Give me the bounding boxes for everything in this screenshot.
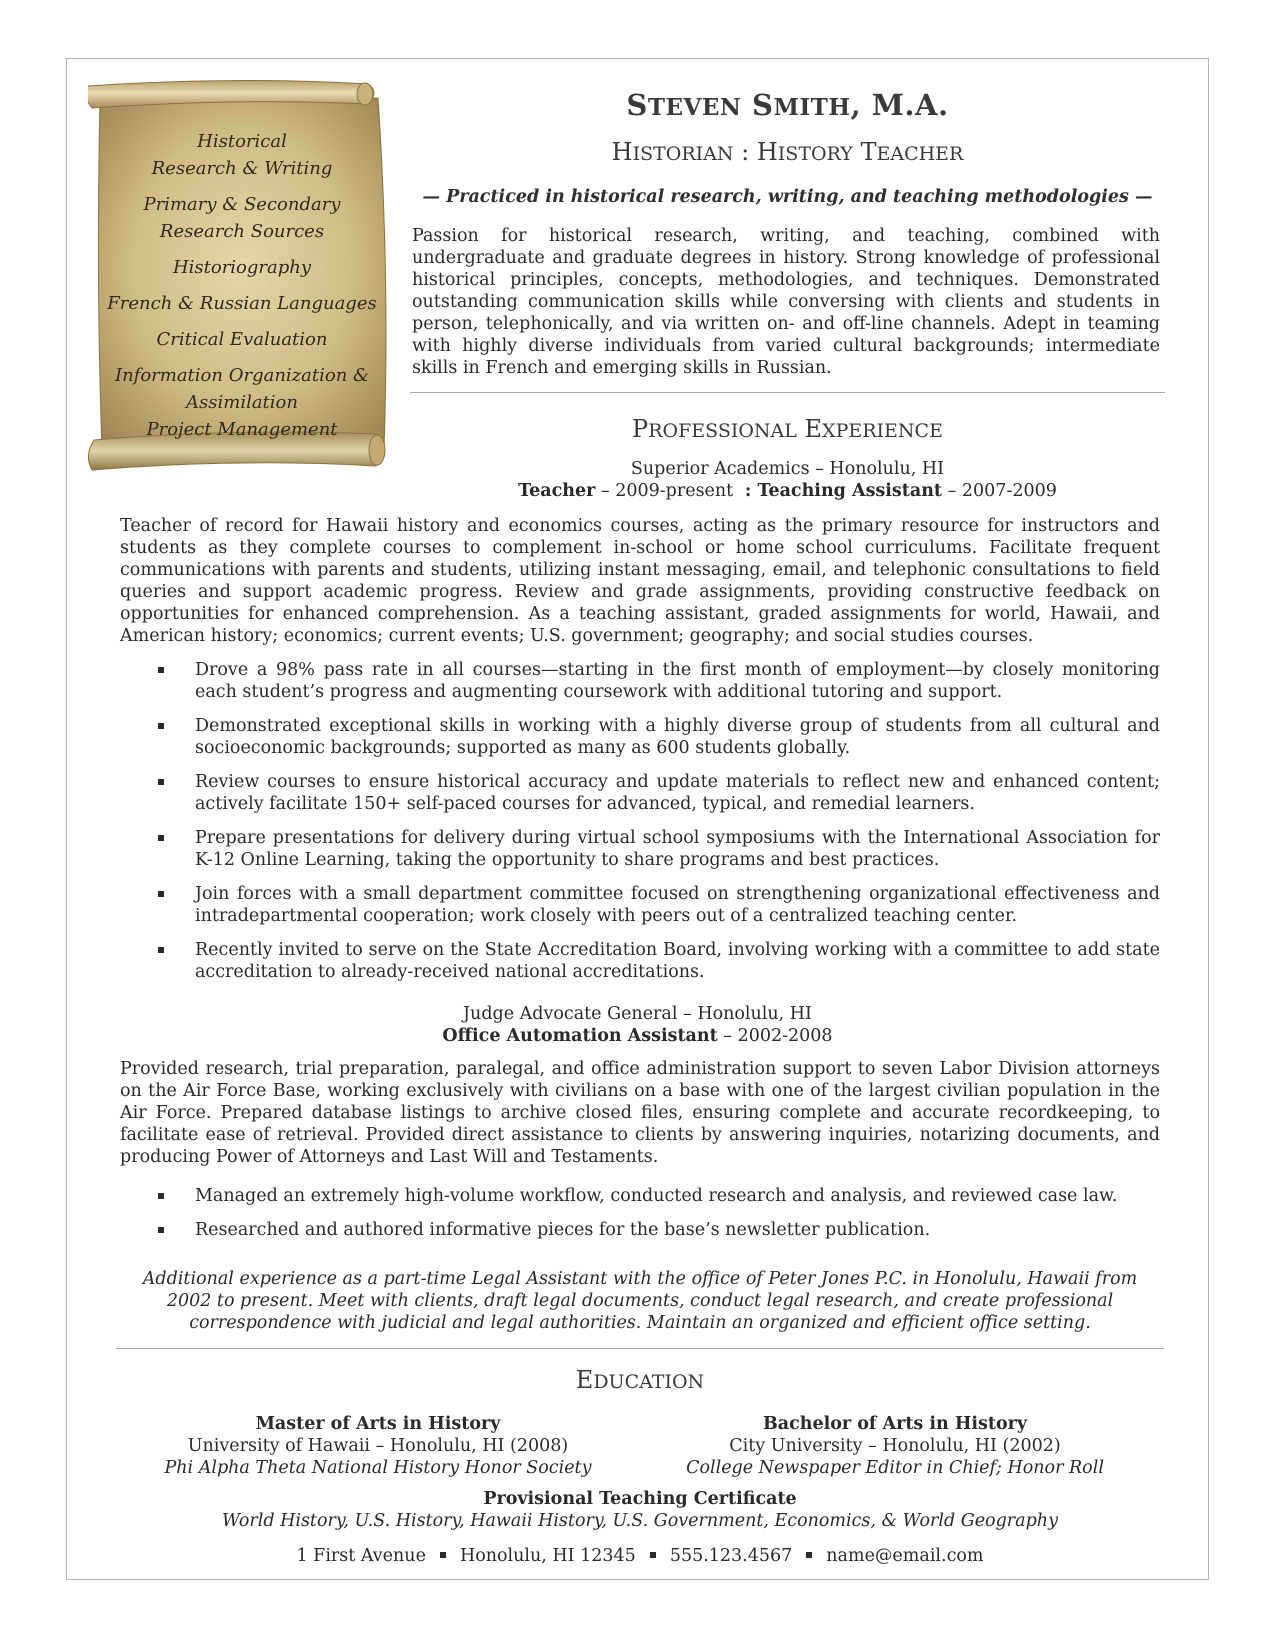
job-heading (300, 1003, 975, 1047)
job-roles: Office Automation Assistant – 2002-2008 (442, 1026, 833, 1046)
skill-item: Historiography (172, 257, 312, 278)
contact-address: 1 First Avenue (296, 1546, 426, 1566)
bullet-square-icon (158, 891, 164, 897)
skills-scroll (88, 78, 396, 498)
job-description: Provided research, trial preparation, paralegal, and office administration support to seven Labor Division attorneys on the Air Force Base, working exclusively with civilians on a base with one of the largest civilian population in the Air Force. Prepared database listings to archive closed files, ensuring complete and accurate recordkeeping, to facilitate ease of retrieval. Provided direct assistance to clients by answering inquiries, notarizing documents, and producing Power of Attorneys and Last Will and Testaments. (120, 1059, 1160, 1167)
achievement-list (120, 659, 1160, 995)
candidate-name: STEVEN SMITH, M.A. (626, 88, 949, 122)
degree-honor: College Newspaper Editor in Chief; Honor Roll (686, 1458, 1104, 1478)
degree-name: Master of Arts in History (255, 1414, 501, 1434)
job-employer: Superior Academics – Honolulu, HI (630, 459, 945, 479)
divider (410, 392, 1165, 393)
skill-item: Critical Evaluation (156, 329, 328, 350)
contact-phone: 555.123.4567 (669, 1546, 793, 1566)
separator-square-icon (650, 1552, 656, 1558)
education-entry (645, 1413, 1145, 1479)
list-item: Demonstrated exceptional skills in working with a highly diverse group of students from all cultural and socioeconomic backgrounds; supported as many as 600 students globally. (120, 715, 1160, 759)
contact-info (120, 1545, 1160, 1567)
degree-school: University of Hawaii – Honolulu, HI (2008) (187, 1436, 569, 1456)
skill-item: Project Management (146, 419, 338, 440)
job-roles: Teacher – 2009-present : Teaching Assistant – 2007-2009 (518, 481, 1057, 501)
degree-school: City University – Honolulu, HI (2002) (729, 1436, 1061, 1456)
certification-subjects: World History, U.S. History, Hawaii History, U.S. Government, Economics, & World Geography (222, 1511, 1058, 1531)
list-item: Review courses to ensure historical accuracy and update materials to reflect new and enhanced content; actively facilitate 150+ self-paced courses for advanced, typical, and remedial learners. (120, 771, 1160, 815)
list-item: Join forces with a small department committee focused on strengthening organizational effectiveness and intradepartmental cooperation; work closely with peers out of a centralized teaching center. (120, 883, 1160, 927)
bullet-square-icon (158, 1227, 164, 1233)
list-item: Researched and authored informative pieces for the base’s newsletter publication. (120, 1219, 1160, 1241)
divider (116, 1348, 1164, 1349)
degree-name: Bachelor of Arts in History (762, 1414, 1028, 1434)
certification (120, 1488, 1160, 1532)
candidate-title: HISTORIAN : HISTORY TEACHER (611, 138, 964, 166)
achievement-list (120, 1185, 1160, 1253)
bullet-square-icon (158, 835, 164, 841)
skill-item: Information Organization & (114, 365, 370, 386)
separator-square-icon (806, 1552, 812, 1558)
list-item: Managed an extremely high-volume workflow, conducted research and analysis, and reviewed case law. (120, 1185, 1160, 1207)
additional-experience: Additional experience as a part-time Legal Assistant with the office of Peter Jones P.C. in Honolulu, Hawaii from 2002 to present. Meet with clients, draft legal documents, conduct legal research, and create professional correspondence with judicial and legal authorities. Maintain an organized and efficient office setting. (142, 1269, 1138, 1333)
skill-item: Research Sources (159, 221, 325, 242)
tagline: — Practiced in historical research, writing, and teaching methodologies — (422, 187, 1153, 207)
contact-city: Honolulu, HI 12345 (459, 1546, 636, 1566)
job-employer: Judge Advocate General – Honolulu, HI (463, 1004, 812, 1024)
list-item: Drove a 98% pass rate in all courses—starting in the first month of employment—by closely monitoring each student’s progress and augmenting coursework with additional tutoring and support. (120, 659, 1160, 703)
job-description: Teacher of record for Hawaii history and economics courses, acting as the primary resource for instructors and students as they complete courses to complement in-school or home school curriculums. Facilitate frequent communications with parents and students, utilizing instant messaging, email, and telephonic consultations to field queries and support academic progress. Review and grade assignments, providing constructive feedback on opportunities for enhanced comprehension. As a teaching assistant, graded assignments for world, Hawaii, and American history; economics; current events; U.S. government; geography; and social studies courses. (120, 516, 1160, 646)
separator-square-icon (440, 1552, 446, 1558)
degree-honor: Phi Alpha Theta National History Honor Society (164, 1458, 592, 1478)
skill-item: Primary & Secondary (143, 194, 341, 215)
contact-email: name@email.com (826, 1546, 984, 1566)
skill-item: Assimilation (186, 392, 298, 413)
section-heading-experience: PROFESSIONAL EXPERIENCE (632, 415, 943, 443)
list-item: Recently invited to serve on the State Accreditation Board, involving working with a committee to add state accreditation to already-received national accreditations. (120, 939, 1160, 983)
skill-item: Historical (197, 131, 287, 152)
profile-summary: Passion for historical research, writing, and teaching, combined with undergraduate and graduate degrees in history. Strong knowledge of professional historical principles, concepts, methodologies, and techniques. Demonstrated outstanding communication skills while conversing with clients and students in person, telephonically, and via written on- and off-line channels. Adept in teaming with highly diverse individuals from varied cultural backgrounds; intermediate skills in French and emerging skills in Russian. (412, 226, 1160, 378)
bullet-square-icon (158, 667, 164, 673)
list-item: Prepare presentations for delivery during virtual school symposiums with the International Association for K-12 Online Learning, taking the opportunity to share programs and best practices. (120, 827, 1160, 871)
certification-title: Provisional Teaching Certificate (483, 1489, 797, 1509)
bullet-square-icon (158, 723, 164, 729)
bullet-square-icon (158, 1193, 164, 1199)
bullet-square-icon (158, 779, 164, 785)
skill-item: Research & Writing (151, 158, 333, 179)
education-entry (128, 1413, 628, 1479)
section-heading-education: EDUCATION (575, 1366, 705, 1394)
bullet-square-icon (158, 947, 164, 953)
skill-item: French & Russian Languages (107, 293, 377, 314)
job-heading (410, 458, 1165, 502)
